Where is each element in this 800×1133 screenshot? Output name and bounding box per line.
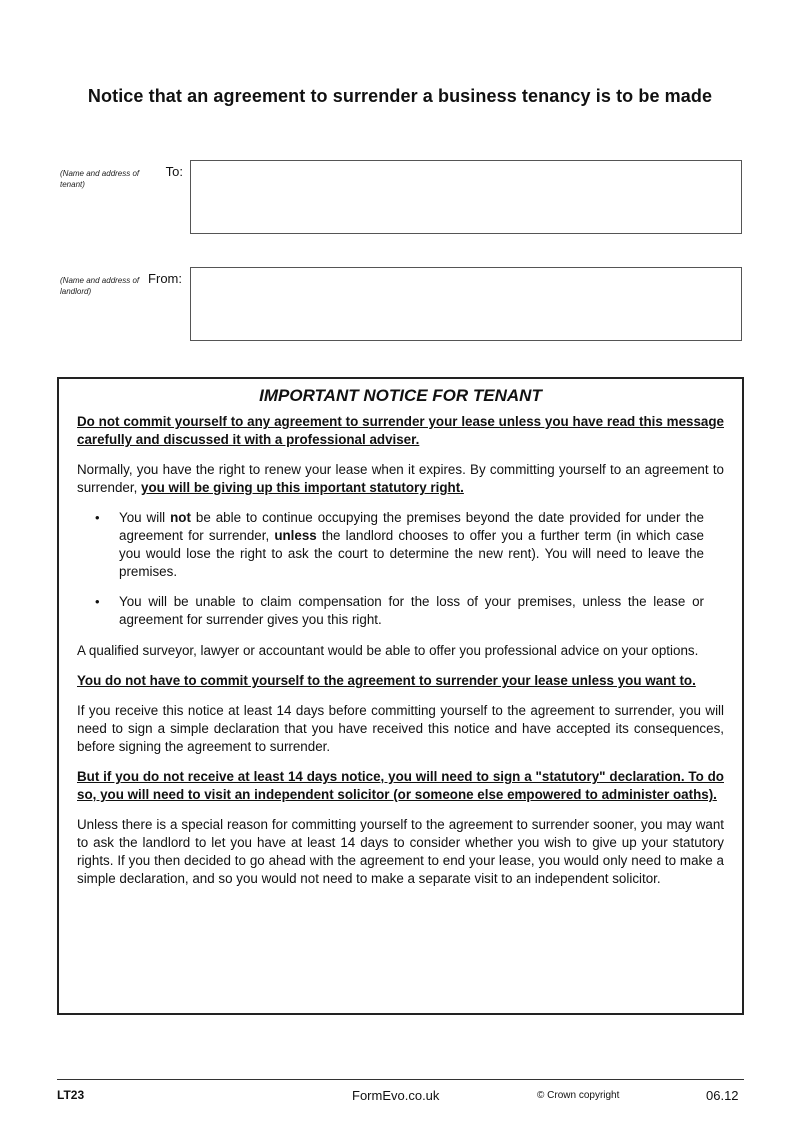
notice-paragraph-advice: A qualified surveyor, lawyer or accountant would be able to offer you professional advice on your options.: [77, 643, 699, 658]
renewal-emphasis: you will be giving up this important statutory right.: [141, 480, 464, 495]
list-item: [77, 593, 724, 629]
notice-paragraph-14-days: If you receive this notice at least 14 days before committing yourself to the agreement to surrender, you will need to sign a simple declaration that you have received this notice and have accepted its consequences, before signing the agreement to surrender.: [77, 703, 724, 754]
to-label: To:: [165, 164, 183, 179]
important-notice-box: [57, 377, 744, 1015]
tenant-hint: (Name and address of tenant): [60, 169, 140, 189]
bullet-icon: •: [95, 510, 100, 525]
bullet-text: You will be unable to claim compensation for the loss of your premises, unless the lease or agreement for surrender gives you this right.: [119, 594, 704, 627]
bullet-text: You will: [119, 510, 171, 525]
landlord-hint: (Name and address of landlord): [60, 276, 140, 296]
footer-site: FormEvo.co.uk: [352, 1088, 440, 1103]
landlord-name-address-field[interactable]: [190, 267, 742, 341]
notice-paragraph-renewal: [77, 461, 724, 497]
bullet-text: be able to continue occupying the premises beyond the date provided for under the agreement for surrender,: [119, 510, 704, 543]
notice-paragraph-no-obligation: You do not have to commit yourself to the agreement to surrender your lease unless you want to.: [77, 673, 696, 688]
bullet-text: the landlord chooses to offer you a further term (in which case you would lose the right to ask the court to determine the new rent). You will need to leave the premises.: [119, 528, 704, 579]
bullet-emphasis: unless: [274, 528, 317, 543]
consequences-list: [77, 509, 724, 629]
notice-title: IMPORTANT NOTICE FOR TENANT: [259, 386, 542, 405]
form-title: Notice that an agreement to surrender a business tenancy is to be made: [87, 86, 713, 106]
notice-warning: Do not commit yourself to any agreement to surrender your lease unless you have read this message carefully and discussed it with a professional adviser.: [77, 414, 724, 447]
form-code: LT23: [57, 1088, 85, 1102]
footer-divider: [57, 1079, 744, 1080]
copyright-notice: © Crown copyright: [537, 1090, 620, 1101]
list-item: [77, 509, 724, 581]
notice-paragraph-special-reason: Unless there is a special reason for committing yourself to the agreement to surrender sooner, you may want to ask the landlord to let you have at least 14 days to consider whether you wish to give up your statutory rights. If you then decided to go ahead with the agreement to end your lease, you would only need to make a simple declaration, and so you would not need to make a separate visit to an independent solicitor.: [77, 817, 724, 886]
from-label: From:: [148, 271, 182, 286]
form-version: 06.12: [706, 1088, 739, 1103]
notice-paragraph-statutory: But if you do not receive at least 14 days notice, you will need to sign a "statutory" declaration. To do so, you will need to visit an independent solicitor (or someone else empowered to administer oaths).: [77, 769, 724, 802]
bullet-emphasis: not: [170, 510, 191, 525]
bullet-icon: •: [95, 594, 100, 609]
renewal-text: Normally, you have the right to renew your lease when it expires. By committing yourself to an agreement to surrender,: [77, 462, 724, 495]
tenant-name-address-field[interactable]: [190, 160, 742, 234]
